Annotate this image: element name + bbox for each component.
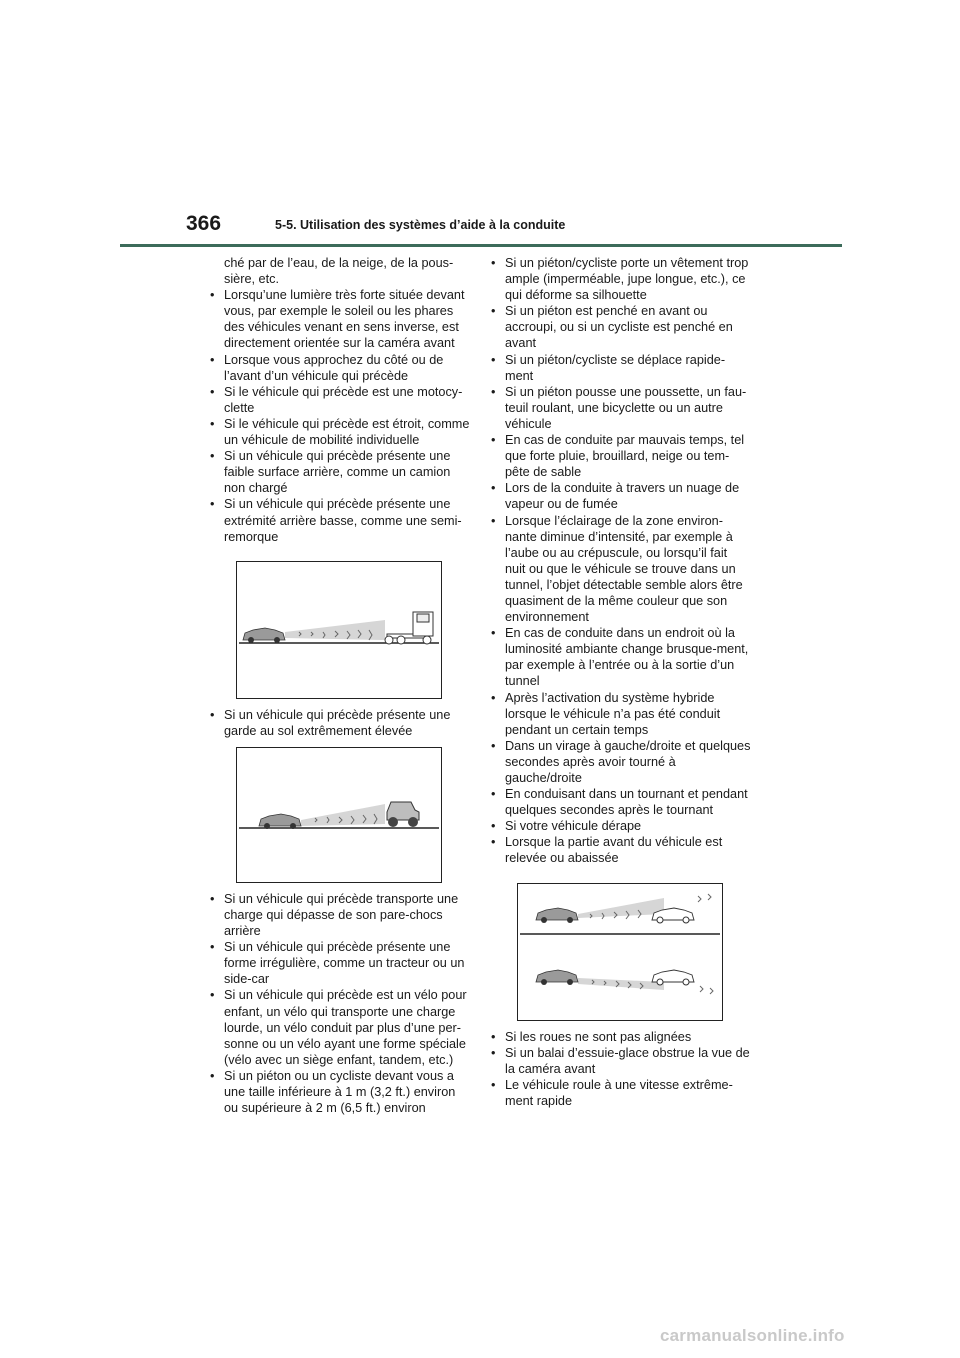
list-item: • Si un véhicule qui précède présente une forme irrégulière, comme un tracteur ou un side-car xyxy=(208,939,470,987)
list-item: • En conduisant dans un tournant et pendant quelques secondes après le tournant xyxy=(489,786,751,818)
bullet-list-right-a xyxy=(489,255,751,867)
bullet-list-left-a xyxy=(208,287,470,545)
list-item: • Après l’activation du système hybride lorsque le véhicule n’a pas été conduit pendant un certain temps xyxy=(489,690,751,738)
illustration-front-raised-lowered xyxy=(517,883,723,1021)
bullet-list-left-b xyxy=(208,707,470,739)
illustration-semi-trailer xyxy=(236,561,442,699)
list-item: • En cas de conduite dans un endroit où la luminosité ambiante change brusque-ment, par exemple à l’entrée ou à la sortie d’un tunnel xyxy=(489,625,751,689)
bullet-list-left-c xyxy=(208,891,470,1116)
front-raised-lowered-diagram xyxy=(518,884,722,1020)
list-item: • Si un balai d’essuie-glace obstrue la vue de la caméra avant xyxy=(489,1045,751,1077)
list-item: • Lorsque la partie avant du véhicule est relevée ou abaissée xyxy=(489,834,751,866)
page-number: 366 xyxy=(186,212,222,235)
bullet-list-right-b xyxy=(489,1029,751,1109)
list-item: • Si le véhicule qui précède est une motocy-clette xyxy=(208,384,470,416)
list-item: • Lorsque l’éclairage de la zone environ-nante diminue d’intensité, par exemple à l’aube ou au crépuscule, ou lorsqu’il fait nuit ou que le véhicule se trouve dans un tunnel, l’objet détectable semble alors être quasiment de la même couleur que son environnement xyxy=(489,513,751,626)
list-item: • Lors de la conduite à travers un nuage de vapeur ou de fumée xyxy=(489,480,751,512)
list-item: • Si un piéton/cycliste se déplace rapide-ment xyxy=(489,352,751,384)
list-item: • Si un véhicule qui précède présente une faible surface arrière, comme un camion non chargé xyxy=(208,448,470,496)
list-item: • Si votre véhicule dérape xyxy=(489,818,751,834)
right-column xyxy=(489,255,751,1109)
header-rule xyxy=(120,244,842,247)
list-item: • En cas de conduite par mauvais temps, tel que forte pluie, brouillard, neige ou tem-pête de sable xyxy=(489,432,751,480)
section-title: 5-5. Utilisation des systèmes d’aide à la conduite xyxy=(275,218,566,232)
list-item: • Si un véhicule qui précède est un vélo pour enfant, un vélo qui transporte une charge lourde, un vélo conduit par plus d’une per-sonne ou un vélo ayant une forme spéciale (vélo avec un siège enfant, tandem, etc.) xyxy=(208,987,470,1067)
list-item: • Lorsque vous approchez du côté ou de l’avant d’un véhicule qui précède xyxy=(208,352,470,384)
list-item: • Si un piéton ou un cycliste devant vous a une taille inférieure à 1 m (3,2 ft.) environ ou supérieure à 2 m (6,5 ft.) environ xyxy=(208,1068,470,1116)
list-item: • Si un véhicule qui précède transporte une charge qui dépasse de son pare-chocs arrière xyxy=(208,891,470,939)
list-item: • Dans un virage à gauche/droite et quelques secondes après avoir tourné à gauche/droite xyxy=(489,738,751,786)
list-item: • Lorsqu’une lumière très forte située devant vous, par exemple le soleil ou les phares des véhicules venant en sens inverse, est directement orientée sur la caméra avant xyxy=(208,287,470,351)
list-item: • Si un piéton est penché en avant ou accroupi, ou si un cycliste est penché en avant xyxy=(489,303,751,351)
list-item: • Si un véhicule qui précède présente une extrémité arrière basse, comme une semi-remorque xyxy=(208,496,470,544)
watermark: carmanualsonline.info xyxy=(660,1326,845,1345)
list-item: • Le véhicule roule à une vitesse extrême-ment rapide xyxy=(489,1077,751,1109)
high-clearance-diagram xyxy=(237,748,441,882)
list-item: • Si un véhicule qui précède présente une garde au sol extrêmement élevée xyxy=(208,707,470,739)
list-item: • Si les roues ne sont pas alignées xyxy=(489,1029,751,1045)
continuation-text: ché par de l’eau, de la neige, de la pous-sière, etc. xyxy=(224,256,454,287)
list-item: • Si un piéton/cycliste porte un vêtement trop ample (imperméable, jupe longue, etc.), ce qui déforme sa silhouette xyxy=(489,255,751,303)
list-item: • Si le véhicule qui précède est étroit, comme un véhicule de mobilité individuelle xyxy=(208,416,470,448)
illustration-high-clearance xyxy=(236,747,442,883)
semi-trailer-diagram xyxy=(237,562,441,698)
left-column xyxy=(208,255,470,1116)
list-item: • Si un piéton pousse une poussette, un fau-teuil roulant, une bicyclette ou un autre véhicule xyxy=(489,384,751,432)
